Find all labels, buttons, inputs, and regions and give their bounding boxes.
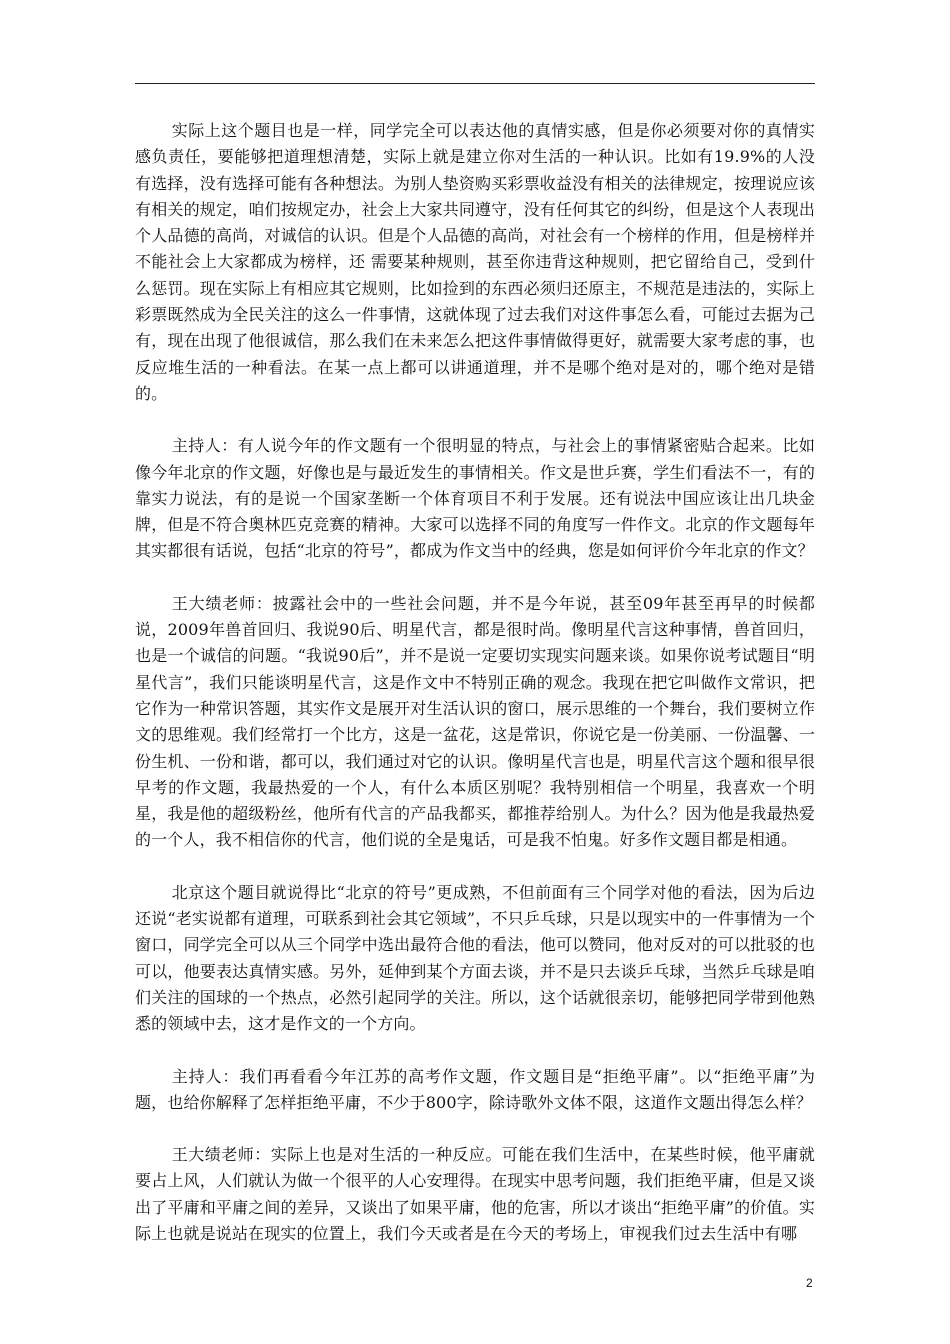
paragraph-beijing-topic-analysis: 北京这个题目就说得比“北京的符号”更成熟，不但前面有三个同学对他的看法，因为后边还说“老实说都有道理，可联系到社会其它领域”，不只乒乓球，只是以现实中的一件事情为一个窗口，同学完全可以从三个同学中选出最符合他的看法，他可以赞同，他对反对的可以批驳的也可以，他要表达真情实感。另外，延伸到某个方面去谈，并不是只去谈乒乓球，当然乒乓球是咱们关注的国球的一个热点，必然引起同学的关注。所以，这个话就很亲切，能够把同学带到他熟悉的领域中去，这才是作文的一个方向。 bbox=[135, 882, 815, 1034]
paragraph-gap bbox=[135, 854, 815, 880]
paragraph-teacher-social-issues: 王大绩老师：披露社会中的一些社会问题，并不是今年说，甚至09年甚至再早的时候都说，2009年兽首回归、我说90后、明星代言，都是很时尚。像明星代言这种事情，兽首回归，也是一个诚信的问题。“我说90后”，并不是说一定要切实现实问题来谈。如果你说考试题目“明星代言”，我们只能谈明星代言，这是作文中不特别正确的观念。我现在把它叫做作文常识，把它作为一种常识答题，其实作文是展开对生活认识的窗口，展示思维的一个舞台，我们要树立作文的思维观。我们经常打一个比方，这是一盆花，这是常识，你说它是一份美丽、一份温馨、一份生机、一份和谐，都可以，我们通过对它的认识。像明星代言也是，明星代言这个题和很早很早考的作文题，我最热爱的一个人，有什么本质区别呢？我特别相信一个明星，我喜欢一个明星，我是他的超级粉丝，他所有代言的产品我都买，都推荐给别人。为什么？因为他是我最热爱的一个人，我不相信你的代言，他们说的全是鬼话，可是我不怕鬼。好多作文题目都是相通。 bbox=[135, 593, 815, 850]
paragraph-gap bbox=[135, 407, 815, 433]
paragraph-host-beijing-question: 主持人：有人说今年的作文题有一个很明显的特点，与社会上的事情紧密贴合起来。比如像今年北京的作文题，好像也是与最近发生的事情相关。作文是世乒赛，学生们看法不一，有的靠实力说法，有的是说一个国家垄断一个体育项目不利于发展。还有说法中国应该让出几块金牌，但是不符合奥林匹克竞赛的精神。大家可以选择不同的角度写一件作文。北京的作文题每年其实都很有话说，包括“北京的符号”，都成为作文当中的经典，您是如何评价今年北京的作文？ bbox=[135, 436, 815, 561]
body-text bbox=[135, 118, 815, 1247]
paragraph-gap bbox=[135, 1116, 815, 1142]
paragraph-host-jiangsu-question: 主持人：我们再看看今年江苏的高考作文题，作文题目是“拒绝平庸”。以“拒绝平庸”为题，也给你解释了怎样拒绝平庸，不少于800字，除诗歌外文体不限，这道作文题出得怎么样？ bbox=[135, 1066, 815, 1112]
paragraph-teacher-reject-mediocrity: 王大绩老师：实际上也是对生活的一种反应。可能在我们生活中，在某些时候，他平庸就要占上风，人们就认为做一个很平的人心安理得。在现实中思考问题，我们拒绝平庸，但是又谈出了平庸和平庸之间的差异，又谈出了如果平庸，他的危害，所以才谈出“拒绝平庸”的价值。实际上也就是说站在现实的位置上，我们今天或者是在今天的考场上，审视我们过去生活中有哪 bbox=[135, 1145, 815, 1243]
paragraph-gap bbox=[135, 565, 815, 591]
paragraph-lottery-discussion: 实际上这个题目也是一样，同学完全可以表达他的真情实感，但是你必须要对你的真情实感负责任，要能够把道理想清楚，实际上就是建立你对生活的一种认识。比如有19.9%的人没有选择，没有选择可能有各种想法。为别人垫资购买彩票收益没有相关的法律规定，按理说应该有相关的规定，咱们按规定办，社会上大家共同遵守，没有任何其它的纠纷，但是这个人表现出个人品德的高尚，对诚信的认识。但是个人品德的高尚，对社会有一个榜样的作用，但是榜样并不能社会上大家都成为榜样，还 需要某种规则，甚至你违背这种规则，把它留给自己，受到什么惩罚。现在实际上有相应其它规则，比如捡到的东西必须归还原主，不规范是违法的，实际上彩票既然成为全民关注的这么一件事情，这就体现了过去我们对这件事怎么看，可能过去据为己有，现在出现了他很诚信，那么我们在未来怎么把这件事情做得更好，就需要大家考虑的事，也反应堆生活的一种看法。在某一点上都可以讲通道理，并不是哪个绝对是对的，哪个绝对是错的。 bbox=[135, 121, 815, 403]
page-number: 2 bbox=[806, 1276, 813, 1290]
header-rule bbox=[135, 83, 815, 84]
paragraph-gap bbox=[135, 1038, 815, 1064]
